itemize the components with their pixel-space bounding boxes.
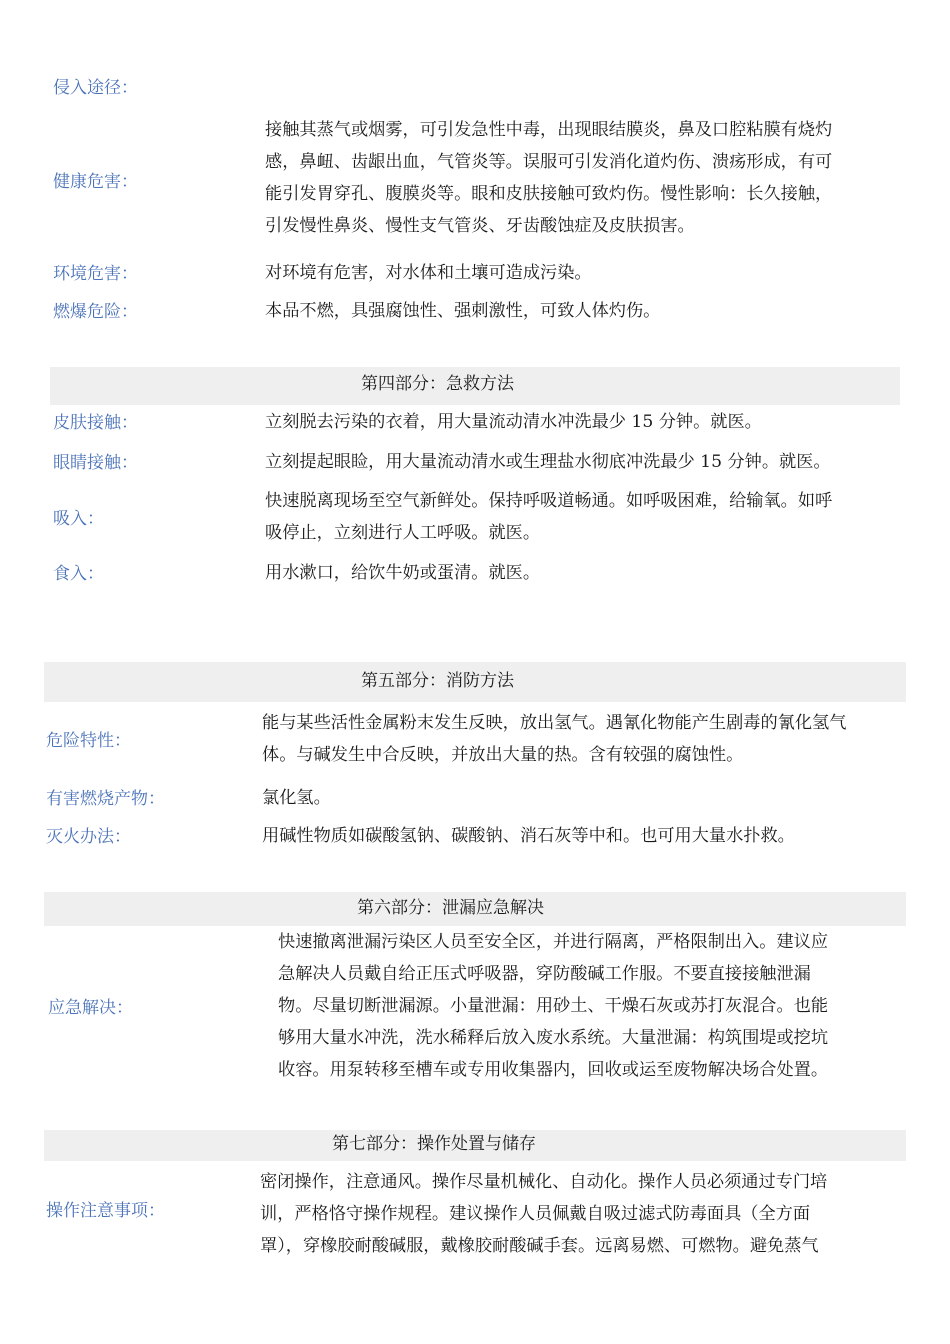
ingest-label: 食入： <box>53 564 104 584</box>
text-line: 快速脱离现场至空气新鲜处。保持呼吸道畅通。如呼吸困难，给输氧。如呼 <box>265 491 833 511</box>
section7-title: 第七部分：操作处置与储存 <box>332 1134 536 1154</box>
inhale-text <box>265 485 832 549</box>
operation-text <box>260 1166 827 1262</box>
extinguish-label: 灭火办法： <box>46 827 131 847</box>
text-line: 吸停止，立刻进行人工呼吸。就医。 <box>265 523 541 543</box>
text-line: 急解决人员戴自给正压式呼吸器，穿防酸碱工作服。不要直接接触泄漏 <box>278 964 811 984</box>
text-line: 够用大量水冲洗，洗水稀释后放入废水系统。大量泄漏：构筑围堤或挖坑 <box>278 1028 829 1048</box>
section4-title: 第四部分：急救方法 <box>361 374 514 394</box>
extinguish-text: 用碱性物质如碳酸氢钠、碳酸钠、消石灰等中和。也可用大量水扑救。 <box>262 826 795 846</box>
text-line: 感，鼻衄、齿龈出血，气管炎等。误服可引发消化道灼伤、溃疡形成，有可 <box>265 152 833 172</box>
text-line: 能与某些活性金属粉末发生反映，放出氢气。遇氰化物能产生剧毒的氰化氢气 <box>262 713 847 733</box>
fire-label: 燃爆危险： <box>53 302 138 322</box>
health-label: 健康危害： <box>53 172 138 192</box>
eye-text: 立刻提起眼睑，用大量流动清水或生理盐水彻底冲洗最少 15 分钟。就医。 <box>265 452 831 472</box>
hazard-label: 危险特性： <box>46 731 131 751</box>
skin-text: 立刻脱去污染的衣着，用大量流动清水冲洗最少 15 分钟。就医。 <box>265 412 762 432</box>
emergency-text <box>278 926 828 1086</box>
operation-label: 操作注意事项： <box>46 1201 165 1221</box>
route-label: 侵入途径： <box>53 78 138 98</box>
combust-label: 有害燃烧产物： <box>46 789 165 809</box>
inhale-label: 吸入： <box>53 509 104 529</box>
section6-title: 第六部分：泄漏应急解决 <box>357 898 544 918</box>
health-text <box>265 114 832 242</box>
ingest-text: 用水漱口，给饮牛奶或蛋清。就医。 <box>265 563 541 583</box>
skin-label: 皮肤接触： <box>53 413 138 433</box>
text-line: 快速撤离泄漏污染区人员至安全区，并进行隔离，严格限制出入。建议应 <box>278 932 829 952</box>
eye-label: 眼睛接触： <box>53 453 138 473</box>
text-line: 训，严格恪守操作规程。建议操作人员佩戴自吸过滤式防毒面具（全方面 <box>260 1204 811 1224</box>
text-line: 物。尽量切断泄漏源。小量泄漏：用砂土、干燥石灰或苏打灰混合。也能 <box>278 996 829 1016</box>
text-line: 收容。用泵转移至槽车或专用收集器内，回收或运至废物解决场合处置。 <box>278 1060 829 1080</box>
hazard-text <box>262 707 846 771</box>
text-line: 能引发胃穿孔、腹膜炎等。眼和皮肤接触可致灼伤。慢性影响：长久接触， <box>265 184 833 204</box>
fire-text: 本品不燃，具强腐蚀性、强刺激性，可致人体灼伤。 <box>265 301 661 321</box>
env-label: 环境危害： <box>53 264 138 284</box>
section5-title: 第五部分：消防方法 <box>361 671 514 691</box>
text-line: 接触其蒸气或烟雾，可引发急性中毒，出现眼结膜炎，鼻及口腔粘膜有烧灼 <box>265 120 833 140</box>
combust-text: 氯化氢。 <box>262 788 331 808</box>
text-line: 密闭操作，注意通风。操作尽量机械化、自动化。操作人员必须通过专门培 <box>260 1172 828 1192</box>
text-line: 罩），穿橡胶耐酸碱服，戴橡胶耐酸碱手套。远离易燃、可燃物。避免蒸气 <box>260 1236 819 1256</box>
text-line: 体。与碱发生中合反映，并放出大量的热。含有较强的腐蚀性。 <box>262 745 744 765</box>
text-line: 引发慢性鼻炎、慢性支气管炎、牙齿酸蚀症及皮肤损害。 <box>265 216 695 236</box>
emergency-label: 应急解决： <box>48 998 133 1018</box>
env-text: 对环境有危害，对水体和土壤可造成污染。 <box>265 263 592 283</box>
